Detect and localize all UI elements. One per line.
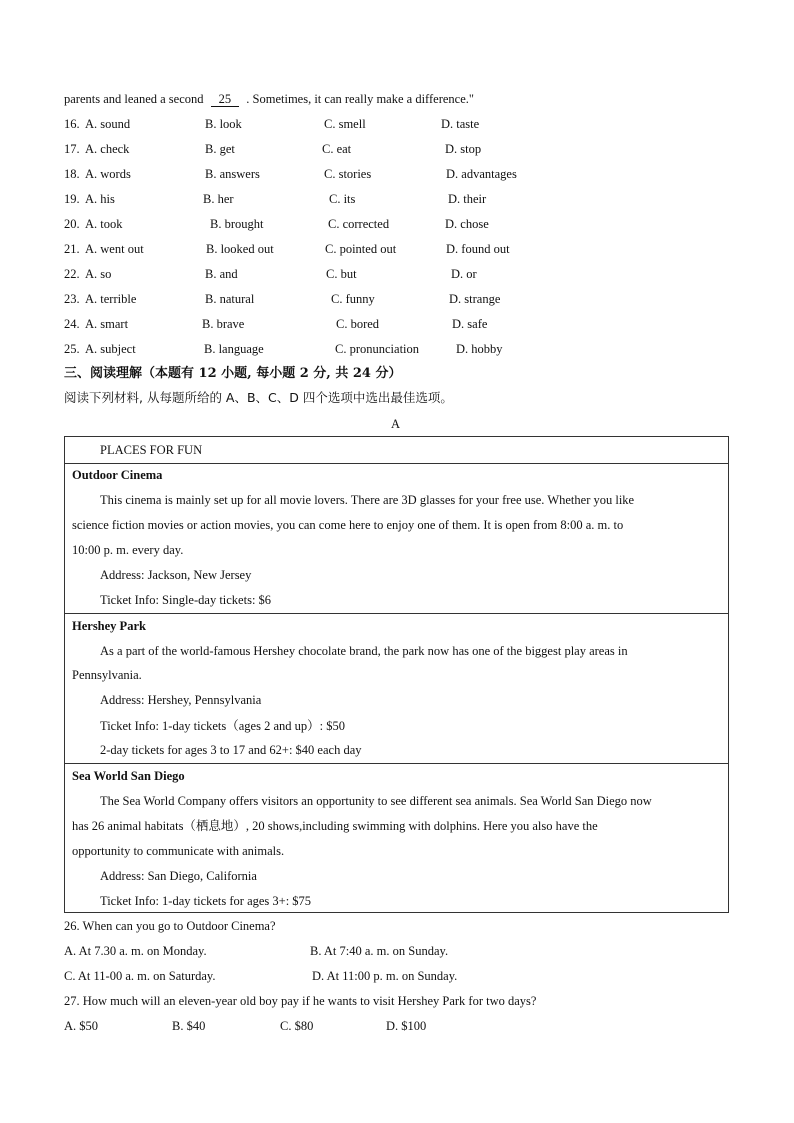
passage-label: A <box>391 417 401 431</box>
seaworld-desc-line1: The Sea World Company offers visitors an opportunity to see different sea animals. Sea World San Diego now <box>100 794 652 808</box>
option-b: B. answers <box>205 167 260 181</box>
question-number: 24. <box>64 317 80 331</box>
option-a: A. his <box>85 192 115 206</box>
cloze-question-22 <box>64 268 584 293</box>
intro-text-before: parents and leaned a second <box>64 92 204 106</box>
question-26-option-b: B. At 7:40 a. m. on Sunday. <box>310 944 449 958</box>
cinema-desc-line1: This cinema is mainly set up for all movie lovers. There are 3D glasses for your free use. Whether you like <box>100 493 635 507</box>
option-b: B. brought <box>210 217 264 231</box>
intro-text-after: . Sometimes, it can really make a difference." <box>246 92 474 106</box>
question-27-option-d: D. $100 <box>386 1019 427 1033</box>
option-d: D. hobby <box>456 342 503 356</box>
hershey-desc-line2: Pennsylvania. <box>72 668 142 682</box>
option-d: D. advantages <box>446 167 517 181</box>
option-c: C. but <box>326 267 357 281</box>
question-27-stem: 27. How much will an eleven-year old boy pay if he wants to visit Hershey Park for two days? <box>64 994 537 1008</box>
option-b: B. her <box>203 192 234 206</box>
option-c: C. smell <box>324 117 366 131</box>
hershey-desc-line1: As a part of the world-famous Hershey chocolate brand, the park now has one of the biggest play areas in <box>100 644 628 658</box>
question-number: 19. <box>64 192 80 206</box>
option-b: B. natural <box>205 292 255 306</box>
option-b: B. get <box>205 142 235 156</box>
option-b: B. looked out <box>206 242 274 256</box>
option-c: C. pointed out <box>325 242 397 256</box>
option-a: A. smart <box>85 317 129 331</box>
divider <box>65 763 728 764</box>
divider <box>65 463 728 464</box>
option-d: D. their <box>448 192 487 206</box>
question-number: 25. <box>64 342 80 356</box>
option-d: D. chose <box>445 217 489 231</box>
hershey-name: Hershey Park <box>72 619 146 633</box>
cinema-desc-line3: 10:00 p. m. every day. <box>72 543 184 557</box>
option-c: C. corrected <box>328 217 390 231</box>
cloze-question-21 <box>64 243 584 268</box>
option-a: A. sound <box>85 117 131 131</box>
seaworld-desc-line3: opportunity to communicate with animals. <box>72 844 285 858</box>
cloze-question-19 <box>64 193 584 218</box>
option-a: A. went out <box>85 242 144 256</box>
option-c: C. funny <box>331 292 375 306</box>
hershey-address: Address: Hershey, Pennsylvania <box>100 693 262 707</box>
question-27-option-a: A. $50 <box>64 1019 99 1033</box>
seaworld-ticket: Ticket Info: 1-day tickets for ages 3+: $75 <box>100 894 312 908</box>
question-26-stem: 26. When can you go to Outdoor Cinema? <box>64 919 276 933</box>
cloze-question-17 <box>64 143 584 168</box>
option-d: D. taste <box>441 117 480 131</box>
option-b: B. and <box>205 267 238 281</box>
seaworld-address: Address: San Diego, California <box>100 869 257 883</box>
option-b: B. brave <box>202 317 245 331</box>
table-header: PLACES FOR FUN <box>100 443 203 457</box>
cloze-question-20 <box>64 218 584 243</box>
cinema-name: Outdoor Cinema <box>72 468 163 482</box>
question-26-option-a: A. At 7.30 a. m. on Monday. <box>64 944 207 958</box>
places-info-table <box>64 436 729 913</box>
option-a: A. words <box>85 167 131 181</box>
option-a: A. took <box>85 217 123 231</box>
option-a: A. terrible <box>85 292 137 306</box>
option-d: D. stop <box>445 142 482 156</box>
option-a: A. subject <box>85 342 136 356</box>
hershey-ticket-2: 2-day tickets for ages 3 to 17 and 62+: $40 each day <box>100 743 362 757</box>
question-number: 23. <box>64 292 80 306</box>
cinema-ticket: Ticket Info: Single-day tickets: $6 <box>100 593 272 607</box>
question-number: 21. <box>64 242 80 256</box>
question-number: 22. <box>64 267 80 281</box>
option-c: C. eat <box>322 142 352 156</box>
cinema-address: Address: Jackson, New Jersey <box>100 568 252 582</box>
divider <box>65 613 728 614</box>
cloze-question-16 <box>64 118 584 143</box>
seaworld-desc-line2: has 26 animal habitats（栖息地）, 20 shows,including swimming with dolphins. Here you also have the <box>72 819 598 833</box>
cloze-question-25 <box>64 343 584 368</box>
option-d: D. found out <box>446 242 510 256</box>
seaworld-name: Sea World San Diego <box>72 769 185 783</box>
option-d: D. safe <box>452 317 488 331</box>
option-c: C. bored <box>336 317 380 331</box>
question-27-option-c: C. $80 <box>280 1019 314 1033</box>
question-number: 20. <box>64 217 80 231</box>
blank-25: 25 <box>211 93 240 107</box>
question-number: 16. <box>64 117 80 131</box>
option-c: C. pronunciation <box>335 342 420 356</box>
option-b: B. language <box>204 342 264 356</box>
question-26-option-c: C. At 11-00 a. m. on Saturday. <box>64 969 216 983</box>
cloze-question-24 <box>64 318 584 343</box>
question-26-option-d: D. At 11:00 p. m. on Sunday. <box>312 969 458 983</box>
question-27-option-b: B. $40 <box>172 1019 206 1033</box>
section-instruction: 阅读下列材料, 从每题所给的 A、B、C、D 四个选项中选出最佳选项。 <box>64 390 453 405</box>
cloze-question-23 <box>64 293 584 318</box>
question-number: 17. <box>64 142 80 156</box>
option-c: C. its <box>329 192 356 206</box>
option-a: A. check <box>85 142 130 156</box>
cloze-question-18 <box>64 168 584 193</box>
cinema-desc-line2: science fiction movies or action movies, you can come here to enjoy one of them. It is open from 8:00 a. m. to <box>72 518 624 532</box>
option-a: A. so <box>85 267 112 281</box>
section-title: 三、阅读理解（本题有 12 小题, 每小题 2 分, 共 24 分） <box>64 366 402 381</box>
question-number: 18. <box>64 167 80 181</box>
option-d: D. or <box>451 267 477 281</box>
option-b: B. look <box>205 117 242 131</box>
option-d: D. strange <box>449 292 501 306</box>
intro-line <box>64 93 474 107</box>
option-c: C. stories <box>324 167 372 181</box>
hershey-ticket-1: Ticket Info: 1-day tickets（ages 2 and up）: $50 <box>100 719 345 733</box>
